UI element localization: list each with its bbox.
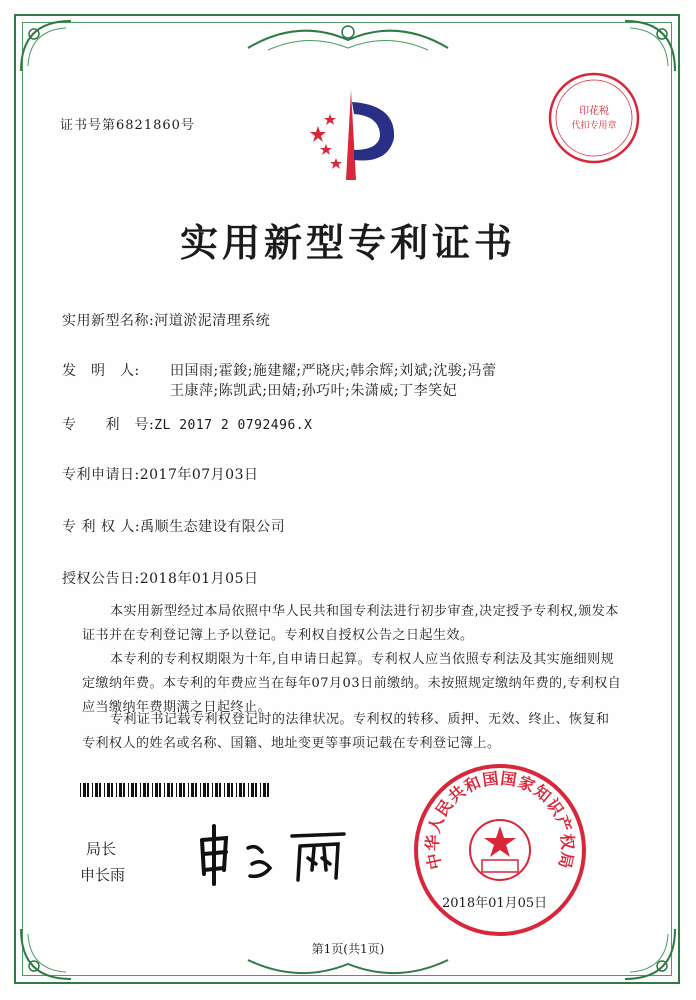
barcode-bar (95, 783, 98, 797)
barcode-bar (227, 783, 230, 797)
barcode-bar (183, 783, 185, 797)
seal-center-text-1: 印花税 (579, 106, 609, 117)
barcode-bar (155, 783, 158, 797)
barcode-bar (176, 783, 177, 797)
filing-date-row (62, 464, 258, 484)
utility-model-name-row (62, 310, 270, 330)
body-paragraph-3: 专利证书记载专利权登记时的法律状况。专利权的转移、质押、无效、终止、恢复和专利权人的姓名或名称、国籍、地址变更等事项记载在专利登记簿上。 (82, 712, 610, 751)
barcode-bar (83, 783, 86, 797)
corner-ornament-top-left (16, 16, 76, 76)
barcode-bar (111, 783, 113, 797)
barcode-bar (203, 783, 206, 797)
field-label: 实用新型名称: (62, 313, 155, 329)
barcode-bar (140, 783, 141, 797)
bottom-ornament (238, 954, 458, 982)
cnipa-official-seal (412, 762, 588, 938)
director-signature (196, 818, 356, 888)
barcode-bar (143, 783, 146, 797)
barcode-bar (239, 783, 242, 797)
barcode-bar (255, 783, 257, 797)
field-label: 授权公告日: (62, 571, 140, 587)
field-label: 专 利 号: (62, 417, 155, 433)
barcode-bar (243, 783, 245, 797)
barcode-bar (104, 783, 105, 797)
barcode-bar (164, 783, 165, 797)
barcode-bar (200, 783, 201, 797)
tax-stamp-seal (546, 70, 642, 166)
director-title: 局长 (86, 840, 117, 858)
barcode-bar (251, 783, 254, 797)
barcode-bar (152, 783, 153, 797)
barcode-bar (107, 783, 110, 797)
page-number: 第1页(共1页) (311, 942, 385, 956)
barcode-bar (188, 783, 189, 797)
grant-date-row (62, 568, 258, 588)
patent-holder-row (62, 516, 285, 536)
body-paragraph-1: 本实用新型经过本局依照中华人民共和国专利法进行初步审查,决定授予专利权,颁发本证书并在专利登记簿上予以登记。专利权自授权公告之日起生效。 (82, 604, 619, 643)
barcode-bar (99, 783, 101, 797)
field-label: 专利申请日: (62, 467, 140, 483)
barcode-bar (267, 783, 269, 797)
barcode-bar (171, 783, 173, 797)
seal-date: 2018年01月05日 (442, 896, 548, 911)
barcode-bar (123, 783, 125, 797)
field-value: 2018年01月05日 (139, 571, 259, 587)
cnipa-logo-icon (296, 80, 406, 190)
barcode-bar (215, 783, 218, 797)
barcode-bar (159, 783, 161, 797)
barcode-bar (231, 783, 233, 797)
barcode-bar (119, 783, 122, 797)
corner-ornament-top-right (620, 16, 680, 76)
emblem-star-icon (484, 826, 516, 857)
patent-number-row (62, 414, 312, 434)
top-ornament (238, 18, 458, 60)
barcode-bar (80, 783, 81, 797)
barcode-bar (179, 783, 182, 797)
barcode (80, 783, 270, 797)
barcode-bar (219, 783, 221, 797)
barcode-bar (224, 783, 225, 797)
barcode-bar (191, 783, 194, 797)
barcode-bar (263, 783, 266, 797)
barcode-bar (212, 783, 213, 797)
barcode-bar (236, 783, 237, 797)
inventor-line-1: 田国雨;霍鋑;施建耀;严晓庆;韩余辉;刘斌;沈骏;冯蕾 (170, 363, 497, 379)
barcode-bar (87, 783, 89, 797)
barcode-bar (260, 783, 261, 797)
barcode-bar (207, 783, 209, 797)
seal-center-text-2: 代扣专用章 (571, 121, 617, 131)
barcode-bar (92, 783, 93, 797)
inventor-line-2: 王康萍;陈凯武;田婧;孙巧叶;朱潇威;丁李笑妃 (170, 383, 458, 399)
barcode-bar (135, 783, 137, 797)
certificate-title: 实用新型专利证书 (179, 220, 516, 265)
barcode-bar (147, 783, 149, 797)
inventor-label: 发 明 人: (62, 363, 140, 379)
barcode-bar (195, 783, 197, 797)
director-name: 申长雨 (80, 866, 126, 884)
field-value: 2017年07月03日 (139, 467, 259, 483)
barcode-bar (248, 783, 249, 797)
field-value: ZL 2017 2 0792496.X (154, 418, 313, 433)
body-paragraph-2: 本专利的专利权期限为十年,自申请日起算。专利权人应当依照专利法及其实施细则规定缴纳年费。本专利的年费应当在每年07月03日前缴纳。未按照规定缴纳年费的,专利权自应当缴纳年费期满之日起终止。 (82, 652, 622, 715)
field-label: 专 利 权 人: (62, 519, 141, 535)
barcode-bar (128, 783, 129, 797)
field-value: 河道淤泥清理系统 (154, 313, 271, 329)
barcode-bar (131, 783, 134, 797)
barcode-bar (116, 783, 117, 797)
barcode-bar (167, 783, 170, 797)
certificate-number: 证书号第6821860号 (60, 118, 195, 133)
field-value: 禹顺生态建设有限公司 (140, 519, 286, 535)
seal-ring-text: 中华人民共和国国家知识产权局 (422, 768, 578, 872)
